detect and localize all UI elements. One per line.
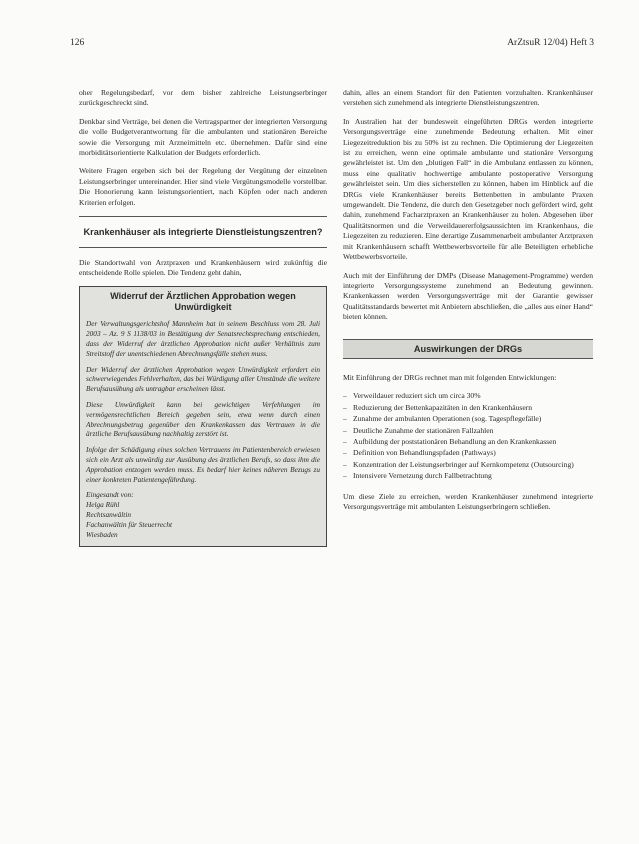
paragraph: oher Regelungsbedarf, vor dem bisher zahlreiche Leistungserbringer zurückgeschreckt sind. — [79, 88, 327, 108]
divider — [79, 247, 327, 248]
right-column — [343, 88, 593, 520]
journal-info: ArZtsuR 12/04) Heft 3 — [507, 38, 594, 48]
paragraph: In Australien hat der bundesweit eingeführten DRGs werden integrierte Versorgungsverträge eine zunehmende Bedeutung erhalten. Mit einer Liegezeitreduktion bis zu 50% ist zu rechnen. Die Optimierung der Liegezeiten ist zu erreichen, wenn eine optimale ambulante und stationäre Versorgung gewährleistet ist. Um den „blutigen Fall“ in die Ambulanz entlassen zu können, muss eine qualitativ hochwertige ambulante postoperative Versorgung gewährleistet sein. Um dies sicherstellen zu können, haben im Hinblick auf die DRGs viele Krankenhäuser bereits Bettenbetten in ambulante Praxen umgewandelt. Die Tendenz, die durch den Gesetzgeber noch gefördert wird, geht dahin, zunehmend Facharztpraxen an Krankenhäuser zu holen. Abgesehen über Qualitätsnormen und die Verweildauererfolgsaussichten im Krankenhaus, die Liegezeiten zu reduzieren. Eine derartige Zusammenarbeit ambulanter Arztpraxen mit Krankenhäusern schafft Wettbewerbsvorteile für alle Beteiligten erhebliche Wettbewerbsvorteile. — [343, 116, 593, 262]
section-heading-block — [79, 216, 327, 248]
info-box-paragraph: Diese Unwürdigkeit kann bei gewichtigen Verfehlungen im vermögensrechtlichen Bereich gegeben sein, etwa wenn durch einen Abrechnungsbetrug gegenüber den Krankenkassen das Vertrauen in die ärztliche Berufsausübung nachhaltig zerstört ist. — [86, 399, 320, 439]
list-item: – Zunahme der ambulanten Operationen (sog. Tagespflegefälle) — [343, 414, 593, 424]
paragraph: Um diese Ziele zu erreichen, werden Krankenhäuser zunehmend integrierte Versorgungsverträge mit ambulanten Leistungserbringern schließen. — [343, 491, 593, 511]
list-item: – Aufbildung der poststationären Behandlung an den Krankenkassen — [343, 437, 593, 447]
list-item: – Konzentration der Leistungserbringer auf Kernkompetenz (Outsourcing) — [343, 460, 593, 470]
paragraph: Weitere Fragen ergeben sich bei der Regelung der Vergütung der einzelnen Leistungserbringer untereinander. Hier sind viele Vergütungsmodelle vorstellbar. Die Honorierung kann leistungsorientiert, nach Köpfen oder nach anderen Kriterien erfolgen. — [79, 166, 327, 207]
section-heading: Auswirkungen der DRGs — [343, 339, 593, 359]
list-item: – Definition von Behandlungspfaden (Pathways) — [343, 448, 593, 458]
info-box-paragraph: Der Widerruf der ärztlichen Approbation wegen Unwürdigkeit erfordert ein schwerwiegendes Fehlverhalten, das bei Würdigung aller Umstände die weitere Berufsausübung als untragbar erscheinen lässt. — [86, 364, 320, 394]
list-item: – Verweildauer reduziert sich um circa 30% — [343, 391, 593, 401]
paragraph: Auch mit der Einführung der DMPs (Disease Management-Programme) werden integrierte Versorgungssysteme zunehmend an Bedeutung gewinnen. Krankenkassen werden Versorgungsverträge mit der Garantie gewisser Qualitätsstandards bewertet mit Anbietern abschließen, die „alles aus einer Hand“ bieten können. — [343, 270, 593, 322]
author-line: Fachanwältin für Steuerrecht — [86, 520, 173, 530]
list-item: – Intensivere Vernetzung durch Fallbetrachtung — [343, 471, 593, 481]
left-column — [79, 88, 327, 547]
info-box-paragraph: Der Verwaltungsgerichtshof Mannheim hat in seinem Beschluss vom 28. Juli 2003 – Az. 9 S 1138/03 in Bestätigung der Senatsrechtsprechung entschieden, dass der Widerruf der ärztlichen Approbation nicht außer Verhältnis zum Streitstoff der unentschiedenen Abrechnungsfälle stehen muss. — [86, 319, 320, 358]
bullet-list — [343, 391, 593, 481]
section-heading: Krankenhäuser als integrierte Dienstleistungszentren? — [83, 227, 323, 238]
page-number: 126 — [70, 38, 85, 48]
divider — [79, 216, 327, 217]
list-item: – Reduzierung der Bettenkapazitäten in den Krankenhäusern — [343, 403, 593, 413]
author-line: Wiesbaden — [86, 530, 118, 540]
info-box-title: Widerruf der Ärztlichen Approbation wegen Unwürdigkeit — [110, 291, 296, 313]
paragraph: dahin, alles an einem Standort für den Patienten vorzuhalten. Krankenhäuser verstehen sich zunehmend als integrierte Dienstleistungszentren. — [343, 88, 593, 108]
info-box — [79, 286, 327, 547]
author-line: Helga Rühl — [86, 500, 120, 510]
paragraph: Mit Einführung der DRGs rechnet man mit folgenden Entwicklungen: — [343, 372, 557, 382]
author-line: Rechtsanwältin — [86, 510, 131, 520]
list-item: – Deutliche Zunahme der stationären Fallzahlen — [343, 426, 593, 436]
paragraph: Die Standortwahl von Arztpraxen und Krankenhäusern wird zukünftig die entscheidende Rolle spielen. Die Tendenz geht dahin, — [79, 257, 327, 277]
author-line: Eingesandt von: — [86, 490, 134, 500]
paragraph: Denkbar sind Verträge, bei denen die Vertragspartner der integrierten Versorgung die volle Budgetverantwortung für die ambulanten und stationären Bereiche sowie die Versorgung mit Arzneimitteln etc. übernehmen. Dafür sind eine morbiditätsorientierte Kalkulation der Budgets erforderlich. — [79, 116, 327, 158]
author-block — [86, 490, 320, 540]
info-box-paragraph: Infolge der Schädigung eines solchen Vertrauens im Patientenbereich erwiesen sich ein Arzt als unwürdig zur Ausübung des ärztlichen Berufs, so dass ihm die Approbation entzogen werden muss. Es bedarf hier keines näheren Bezugs zu einer konkreten Patientengefährdung. — [86, 445, 320, 484]
